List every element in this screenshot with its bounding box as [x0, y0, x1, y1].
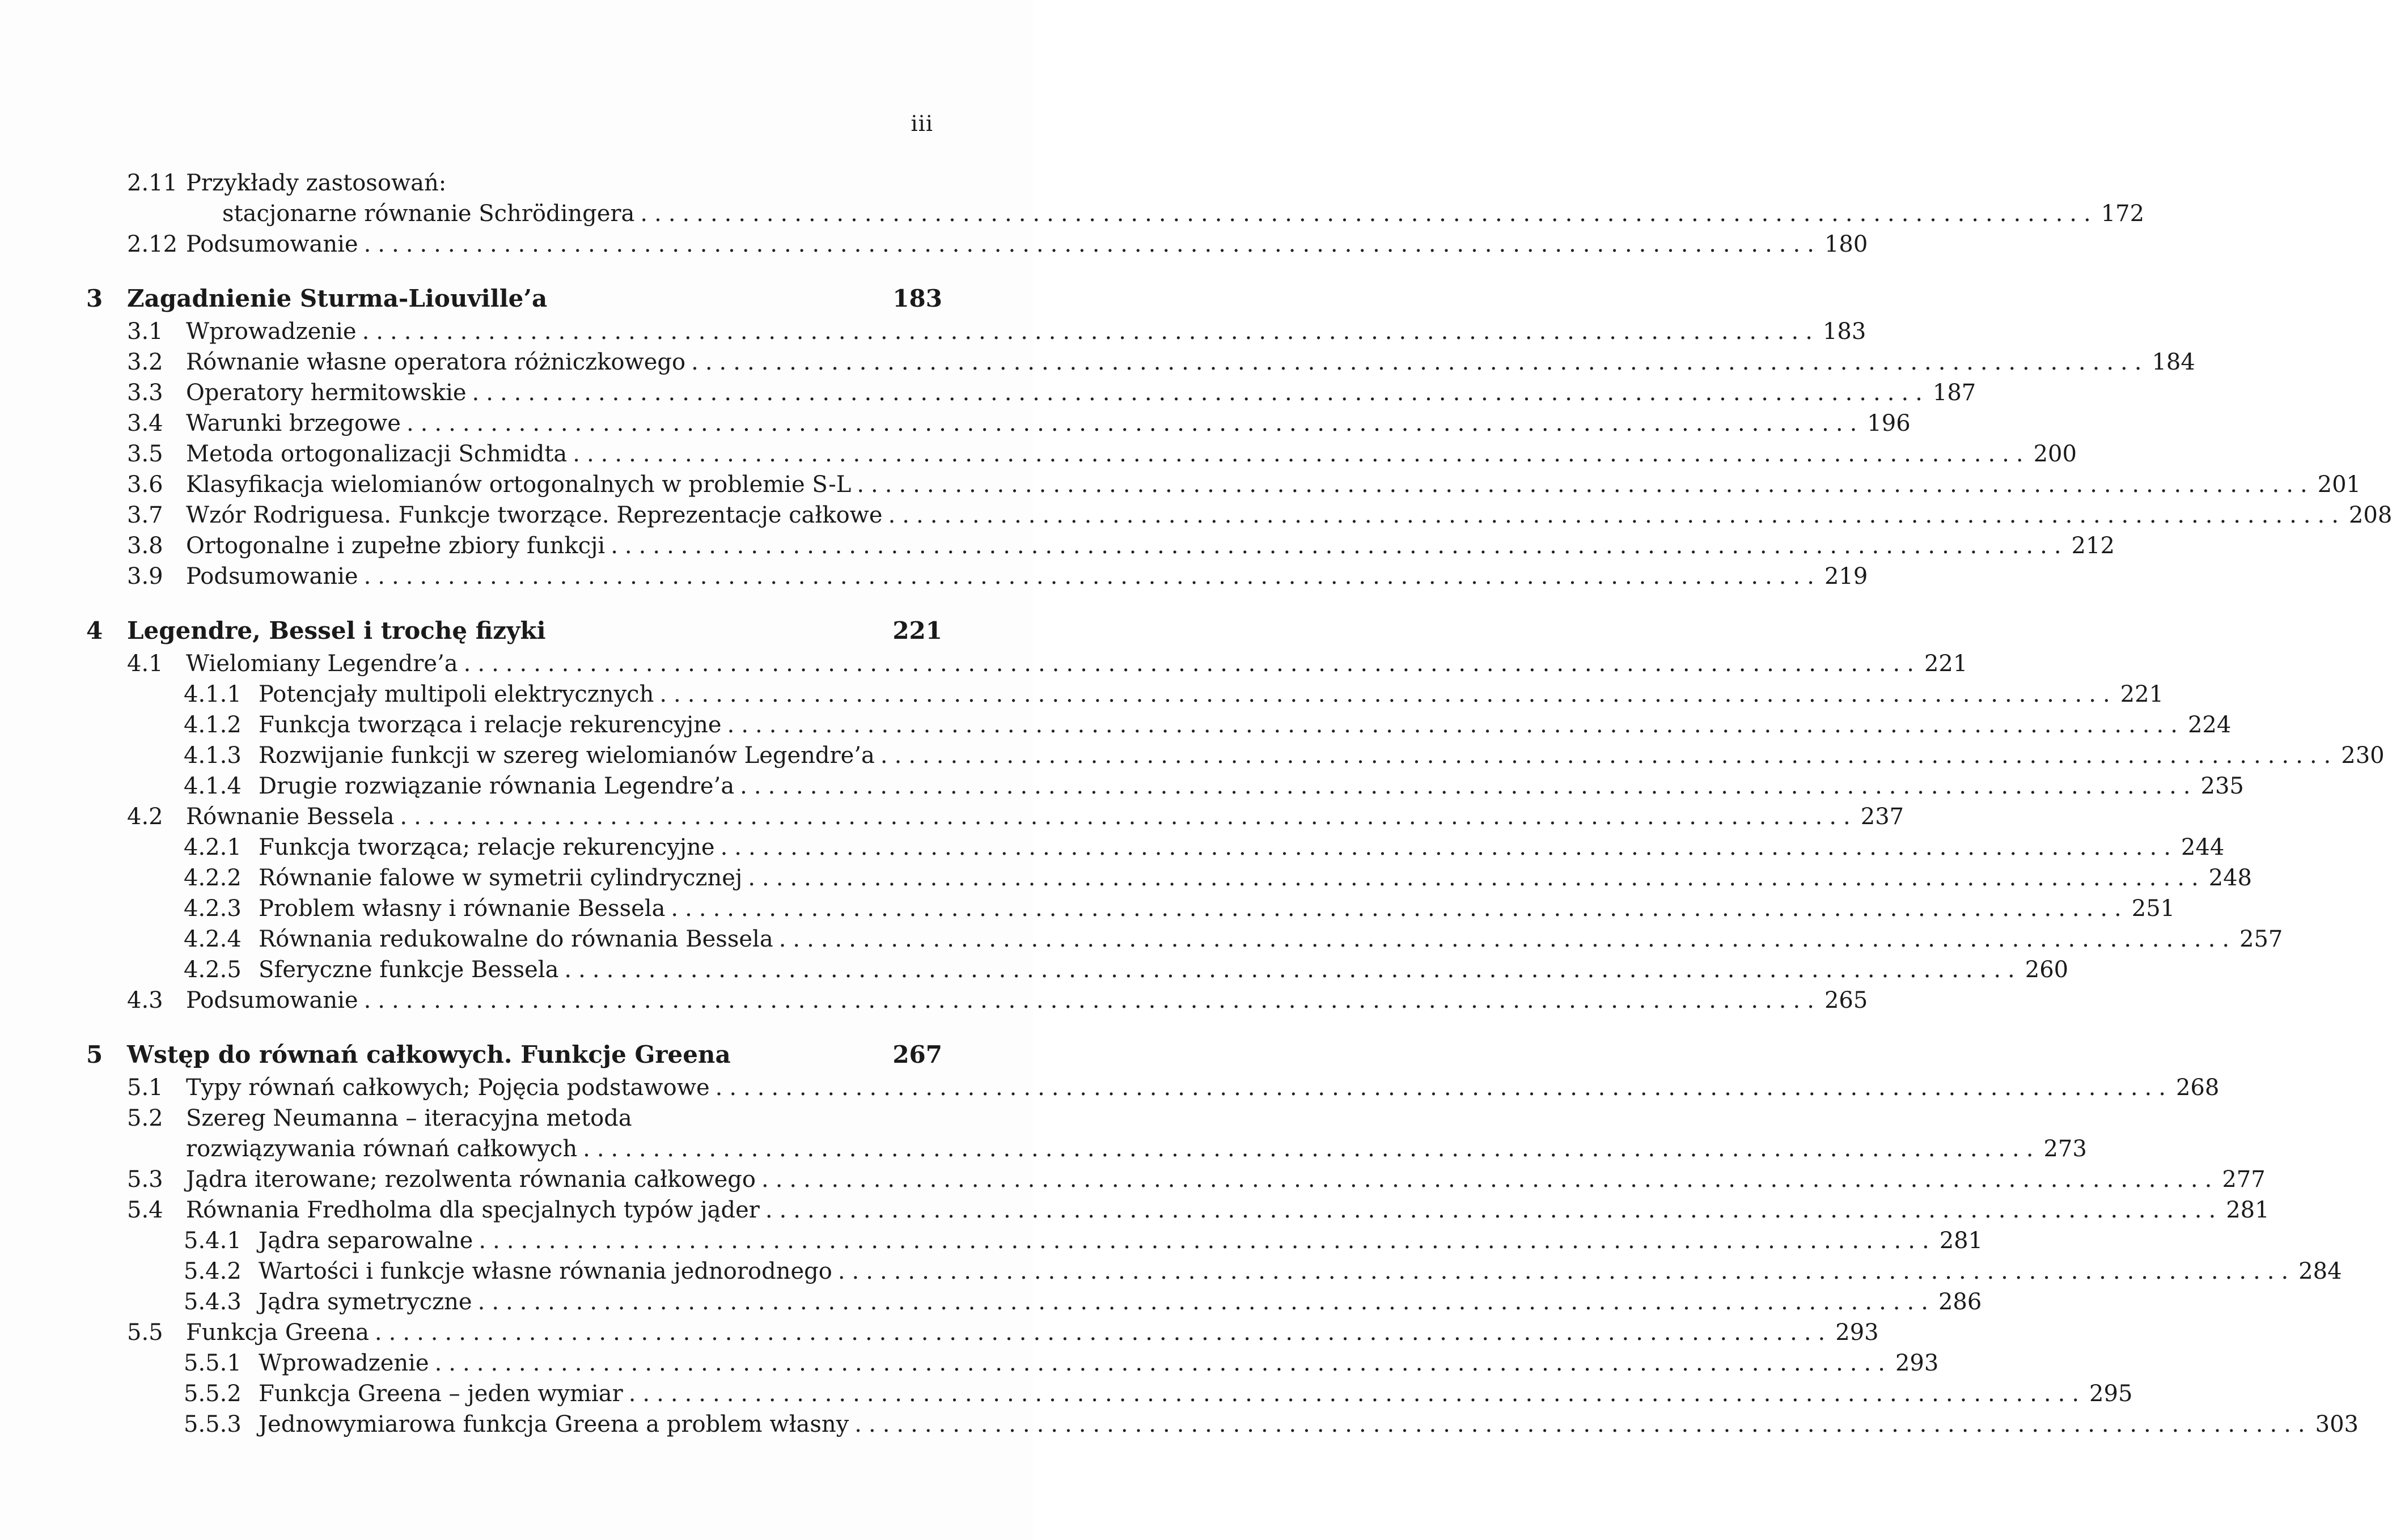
toc-page: 286	[1938, 1289, 1982, 1315]
toc-entry[interactable]	[86, 469, 2361, 500]
toc-page: 303	[2315, 1411, 2359, 1437]
toc-leader-dots: ........................................................................................................	[659, 681, 2117, 707]
toc-title: Warunki brzegowe	[186, 410, 401, 436]
toc-leader-dots: ........................................................................................................	[374, 1320, 1832, 1346]
toc-number: 4.3	[127, 987, 163, 1013]
toc-subentry[interactable]	[86, 924, 2283, 954]
toc-title: Jądra symetryczne	[259, 1289, 472, 1315]
toc-title: stacjonarne równanie Schrödingera	[222, 201, 635, 227]
toc-leader-dots: ........................................................................................................	[857, 472, 2314, 498]
toc-leader-dots: ........................................................................................................	[671, 896, 2128, 922]
toc-title: Zagadnienie Sturma-Liouville’a	[127, 285, 548, 312]
toc-entry[interactable]	[86, 1164, 2266, 1195]
toc-title: Problem własny i równanie Bessela	[259, 896, 666, 922]
toc-page: 281	[2226, 1197, 2270, 1223]
toc-title: Równanie Bessela	[186, 804, 395, 830]
toc-title: Legendre, Bessel i trochę fizyki	[127, 617, 546, 644]
toc-title: Wielomiany Legendre’a	[186, 651, 458, 677]
toc-page: 212	[2071, 533, 2115, 559]
toc-page: 265	[1824, 987, 1868, 1013]
toc-leader-dots: ........................................................................................................	[363, 563, 1821, 589]
toc-title: Funkcja Greena – jeden wymiar	[259, 1381, 623, 1407]
toc-title: Równania redukowalne do równania Bessela	[259, 926, 773, 952]
toc-subentry[interactable]	[86, 679, 2164, 710]
toc-page: 293	[1895, 1350, 1939, 1376]
toc-leader-dots: ........................................................................................................	[727, 712, 2184, 738]
toc-leader-dots: ........................................................................................................	[363, 231, 1821, 257]
toc-leader-dots: ........................................................................................................	[880, 743, 2338, 769]
toc-number: 5.4.1	[184, 1228, 242, 1254]
toc-page: 184	[2152, 349, 2195, 375]
toc-entry[interactable]	[86, 377, 1976, 408]
toc-page: 244	[2181, 834, 2225, 860]
toc-number: 4.2.4	[184, 926, 242, 952]
toc-entry[interactable]	[86, 648, 1968, 679]
toc-page: 293	[1835, 1320, 1879, 1346]
toc-entry[interactable]	[86, 168, 942, 198]
toc-title: Przykłady zastosowań:	[186, 170, 447, 196]
toc-title: Podsumowanie	[186, 987, 358, 1013]
toc-page: 281	[1939, 1228, 1983, 1254]
toc-page: 237	[1860, 804, 1904, 830]
toc-title: Klasyfikacja wielomianów ortogonalnych w problemie S-L	[186, 472, 852, 498]
table-of-contents	[86, 168, 2392, 1440]
toc-leader-dots: ........................................................................................................	[611, 533, 2068, 559]
toc-leader-dots: ........................................................................................................	[715, 1075, 2173, 1101]
toc-title: Wzór Rodriguesa. Funkcje tworzące. Reprezentacje całkowe	[186, 502, 883, 528]
toc-entry[interactable]	[86, 1195, 2270, 1225]
toc-number: 4.2.5	[184, 957, 242, 983]
toc-title: Podsumowanie	[186, 563, 358, 589]
toc-page: 180	[1824, 231, 1868, 257]
toc-page: 187	[1932, 380, 1976, 406]
toc-number: 5.3	[127, 1166, 163, 1193]
toc-page: 267	[892, 1041, 942, 1068]
toc-subentry[interactable]	[86, 1378, 2133, 1409]
toc-number: 5.4.2	[184, 1258, 242, 1284]
toc-entry[interactable]	[86, 531, 2115, 561]
toc-page: 183	[892, 285, 942, 312]
toc-title: Równanie własne operatora różniczkowego	[186, 349, 686, 375]
toc-leader-dots: ........................................................................................................	[761, 1166, 2219, 1193]
toc-subentry[interactable]	[86, 954, 2069, 985]
toc-title: rozwiązywania równań całkowych	[186, 1136, 578, 1162]
toc-number: 4.1.2	[184, 712, 242, 738]
toc-leader-dots: ........................................................................................................	[837, 1258, 2296, 1284]
toc-title: Funkcja tworząca; relacje rekurencyjne	[259, 834, 715, 860]
toc-title: Podsumowanie	[186, 231, 358, 257]
toc-leader-dots: ........................................................................................................	[720, 834, 2178, 860]
toc-number: 2.12	[127, 231, 178, 257]
toc-page: 201	[2317, 472, 2361, 498]
toc-number: 3.9	[127, 563, 163, 589]
toc-page: 196	[1867, 410, 1911, 436]
toc-page: 295	[2089, 1381, 2133, 1407]
toc-page: 224	[2187, 712, 2232, 738]
toc-leader-dots: ........................................................................................................	[628, 1381, 2086, 1407]
toc-number: 5.5.3	[184, 1411, 242, 1437]
toc-number: 4	[86, 617, 103, 644]
toc-page: 273	[2043, 1136, 2087, 1162]
toc-number: 5.5	[127, 1320, 163, 1346]
toc-entry[interactable]	[86, 1317, 1879, 1348]
toc-leader-dots: ........................................................................................................	[748, 865, 2205, 891]
toc-leader-dots: ........................................................................................................	[400, 804, 1857, 830]
toc-number: 5.5.2	[184, 1381, 242, 1407]
toc-leader-dots: ........................................................................................................	[740, 773, 2198, 799]
toc-leader-dots: ........................................................................................................	[778, 926, 2237, 952]
toc-leader-dots: ........................................................................................................	[477, 1289, 1935, 1315]
toc-entry[interactable]	[86, 1072, 2220, 1103]
toc-entry[interactable]	[86, 561, 1868, 592]
toc-chapter[interactable]	[86, 613, 942, 648]
toc-title: Jednowymiarowa funkcja Greena a problem własny	[259, 1411, 849, 1437]
toc-page: 248	[2208, 865, 2253, 891]
toc-number: 3.5	[127, 441, 163, 467]
page-number: iii	[911, 111, 933, 136]
toc-leader-dots: ........................................................................................................	[564, 957, 2022, 983]
toc-subentry[interactable]	[86, 710, 2232, 740]
toc-number: 4.1.1	[184, 681, 242, 707]
toc-number: 3.6	[127, 472, 163, 498]
toc-number: 4.1.3	[184, 743, 242, 769]
toc-title: Sferyczne funkcje Bessela	[259, 957, 559, 983]
toc-page: 284	[2298, 1258, 2342, 1284]
toc-title: Typy równań całkowych; Pojęcia podstawowe	[186, 1075, 710, 1101]
toc-page: 268	[2175, 1075, 2220, 1101]
toc-leader-dots: ........................................................................................................	[854, 1411, 2312, 1437]
toc-number: 5.4	[127, 1197, 163, 1223]
toc-title: Funkcja Greena	[186, 1320, 369, 1346]
toc-leader-dots: ........................................................................................................	[583, 1136, 2040, 1162]
toc-leader-dots: ........................................................................................................	[479, 1228, 1936, 1254]
toc-subentry[interactable]	[86, 1256, 2342, 1287]
toc-leader-dots: ........................................................................................................	[363, 987, 1821, 1013]
toc-subentry[interactable]	[86, 1287, 1982, 1317]
toc-number: 4.2.1	[184, 834, 242, 860]
toc-subentry[interactable]	[86, 832, 2225, 863]
toc-number: 3.1	[127, 319, 163, 345]
toc-number: 3.4	[127, 410, 163, 436]
toc-entry[interactable]	[86, 801, 1904, 832]
toc-entry[interactable]	[86, 229, 1868, 260]
toc-subentry[interactable]	[86, 740, 2385, 771]
toc-page: 230	[2341, 743, 2385, 769]
toc-number: 4.2.2	[184, 865, 242, 891]
toc-entry-continuation[interactable]	[86, 1134, 2087, 1164]
toc-title: Drugie rozwiązanie równania Legendre’a	[259, 773, 735, 799]
toc-number: 4.1.4	[184, 773, 242, 799]
toc-title: Wprowadzenie	[259, 1350, 429, 1376]
toc-page: 257	[2239, 926, 2283, 952]
toc-leader-dots: ........................................................................................................	[888, 502, 2346, 528]
toc-title: Ortogonalne i zupełne zbiory funkcji	[186, 533, 606, 559]
toc-page: 221	[2120, 681, 2164, 707]
toc-title: Szereg Neumanna – iteracyjna metoda	[186, 1105, 632, 1131]
toc-number: 5.2	[127, 1105, 163, 1131]
toc-title: Jądra separowalne	[259, 1228, 473, 1254]
toc-subentry[interactable]	[86, 1409, 2359, 1440]
toc-page: 260	[2025, 957, 2069, 983]
toc-number: 3.7	[127, 502, 163, 528]
toc-title: Jądra iterowane; rezolwenta równania całkowego	[186, 1166, 756, 1193]
toc-title: Metoda ortogonalizacji Schmidta	[186, 441, 568, 467]
toc-entry[interactable]	[86, 500, 2392, 531]
toc-entry[interactable]	[86, 985, 1868, 1016]
toc-title: Potencjały multipoli elektrycznych	[259, 681, 654, 707]
toc-leader-dots: ........................................................................................................	[573, 441, 2030, 467]
toc-page: 251	[2131, 896, 2175, 922]
toc-leader-dots: ........................................................................................................	[463, 651, 1921, 677]
toc-title: Równania Fredholma dla specjalnych typów jąder	[186, 1197, 760, 1223]
toc-entry[interactable]	[86, 347, 2195, 377]
toc-title: Funkcja tworząca i relacje rekurencyjne	[259, 712, 722, 738]
toc-leader-dots: ........................................................................................................	[362, 319, 1819, 345]
toc-chapter[interactable]	[86, 1037, 942, 1072]
toc-leader-dots: ........................................................................................................	[406, 410, 1864, 436]
toc-number: 4.2.3	[184, 896, 242, 922]
toc-number: 3.2	[127, 349, 163, 375]
toc-page: 277	[2222, 1166, 2266, 1193]
toc-title: Równanie falowe w symetrii cylindrycznej	[259, 865, 743, 891]
toc-title: Wprowadzenie	[186, 319, 357, 345]
toc-number: 5	[86, 1041, 103, 1068]
toc-number: 3.3	[127, 380, 163, 406]
toc-leader-dots: ........................................................................................................	[691, 349, 2149, 375]
toc-page: 235	[2200, 773, 2244, 799]
toc-number: 2.11	[127, 170, 178, 196]
toc-subentry[interactable]	[86, 1225, 1983, 1256]
toc-page: 221	[892, 617, 942, 644]
toc-subentry[interactable]	[86, 771, 2244, 801]
toc-leader-dots: ........................................................................................................	[472, 380, 1929, 406]
toc-leader-dots: ........................................................................................................	[434, 1350, 1892, 1376]
toc-page: 219	[1824, 563, 1868, 589]
toc-leader-dots: ........................................................................................................	[640, 201, 2098, 227]
toc-page: 221	[1924, 651, 1968, 677]
toc-chapter[interactable]	[86, 281, 942, 316]
toc-number: 5.1	[127, 1075, 163, 1101]
toc-title: Wstęp do równań całkowych. Funkcje Greena	[127, 1041, 731, 1068]
toc-entry[interactable]	[86, 439, 2077, 469]
toc-page: 200	[2033, 441, 2077, 467]
toc-title: Wartości i funkcje własne równania jednorodnego	[259, 1258, 832, 1284]
toc-page: 208	[2348, 502, 2392, 528]
toc-entry[interactable]	[86, 408, 1911, 439]
toc-page: 172	[2101, 201, 2145, 227]
toc-number: 3.8	[127, 533, 163, 559]
toc-title: Operatory hermitowskie	[186, 380, 467, 406]
toc-subentry[interactable]	[86, 863, 2253, 893]
toc-entry-continuation[interactable]	[86, 198, 2145, 229]
toc-entry[interactable]	[86, 316, 1866, 347]
toc-title: Rozwijanie funkcji w szereg wielomianów Legendre’a	[259, 743, 875, 769]
toc-number: 4.1	[127, 651, 163, 677]
toc-leader-dots: ........................................................................................................	[765, 1197, 2223, 1223]
toc-entry[interactable]	[86, 1103, 942, 1134]
toc-page: 183	[1822, 319, 1866, 345]
toc-subentry[interactable]	[86, 1348, 1939, 1378]
toc-subentry[interactable]	[86, 893, 2175, 924]
toc-number: 5.4.3	[184, 1289, 242, 1315]
toc-number: 4.2	[127, 804, 163, 830]
toc-number: 3	[86, 285, 103, 312]
toc-number: 5.5.1	[184, 1350, 242, 1376]
